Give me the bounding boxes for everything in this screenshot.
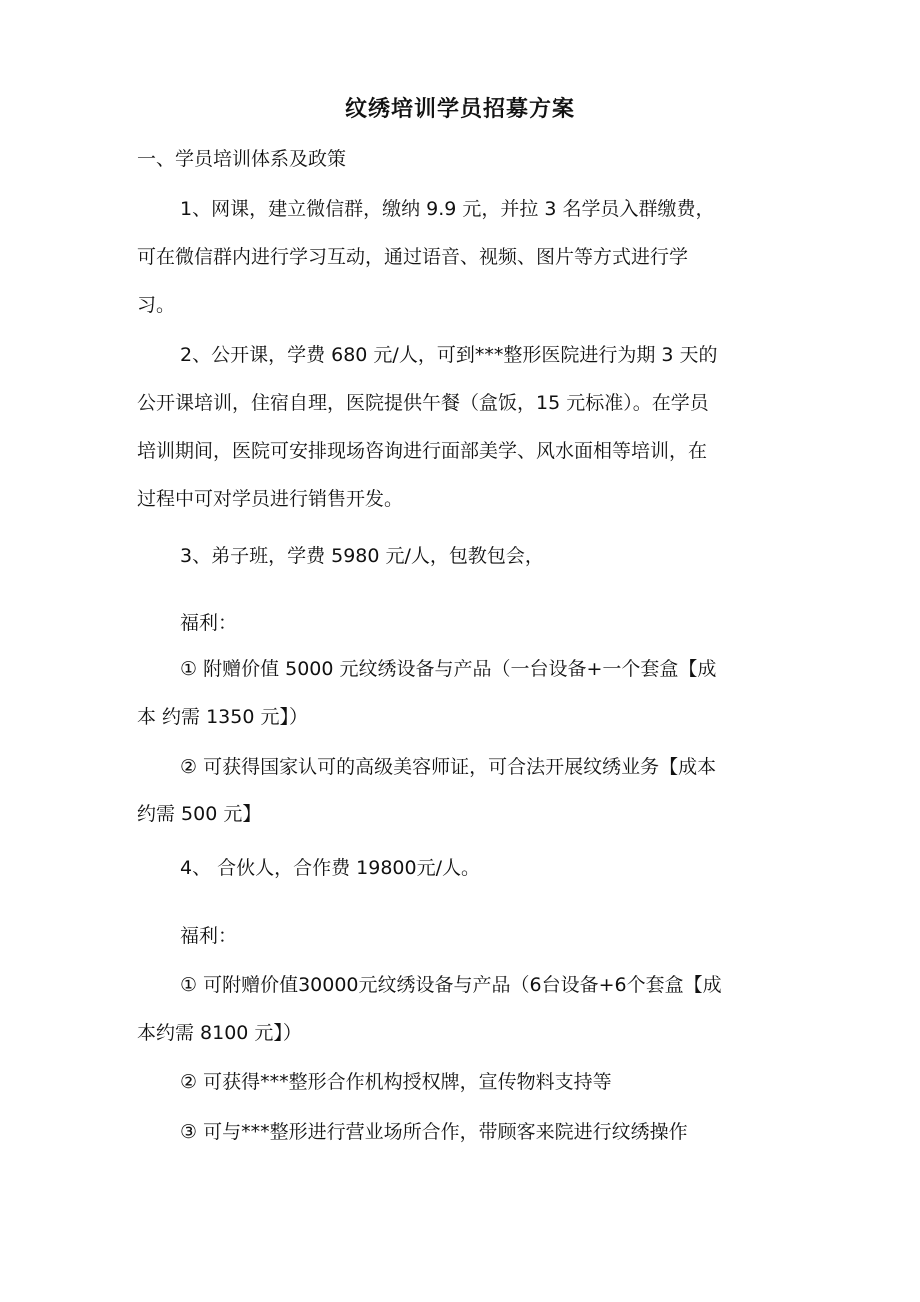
item4-benefit1-line1: ① 可附赠价值30000元纹绣设备与产品（6台设备+6个套盒【成	[180, 974, 722, 996]
item3-benefit2-line2: 约需 500 元】	[137, 803, 262, 825]
item3-welfare-label: 福利：	[180, 612, 238, 634]
item2-line1: 2、公开课，学费 680 元/人，可到***整形医院进行为期 3 天的	[180, 344, 718, 366]
item3-benefit2-line1: ② 可获得国家认可的高级美容师证，可合法开展纹绣业务【成本	[180, 756, 717, 778]
item4-benefit2: ② 可获得***整形合作机构授权牌，宣传物料支持等	[180, 1071, 612, 1093]
item3-benefit1-line1: ① 附赠价值 5000 元纹绣设备与产品（一台设备+一个套盒【成	[180, 658, 717, 680]
item4-benefit1-line2: 本约需 8100 元】）	[137, 1022, 302, 1044]
document-title: 纹绣培训学员招募方案	[344, 97, 575, 122]
item3-benefit1-line2: 本 约需 1350 元】）	[137, 706, 308, 728]
section-heading: 一、学员培训体系及政策	[137, 148, 347, 170]
item1-line1: 1、网课，建立微信群，缴纳 9.9 元，并拉 3 名学员入群缴费，	[180, 198, 715, 220]
item4-benefit3: ③ 可与***整形进行营业场所合作，带顾客来院进行纹绣操作	[180, 1121, 688, 1143]
item4-line1: 4、 合伙人，合作费 19800元/人。	[180, 857, 481, 879]
item1-line3: 习。	[137, 294, 176, 316]
item1-line2: 可在微信群内进行学习互动，通过语音、视频、图片等方式进行学	[137, 246, 689, 268]
item2-line3: 培训期间，医院可安排现场咨询进行面部美学、风水面相等培训，在	[137, 440, 708, 462]
item2-line2: 公开课培训，住宿自理，医院提供午餐（盒饭，15 元标准）。在学员	[137, 392, 709, 414]
item3-line1: 3、弟子班，学费 5980 元/人，包教包会，	[180, 545, 544, 567]
item2-line4: 过程中可对学员进行销售开发。	[137, 488, 404, 510]
item4-welfare-label: 福利：	[180, 925, 238, 947]
